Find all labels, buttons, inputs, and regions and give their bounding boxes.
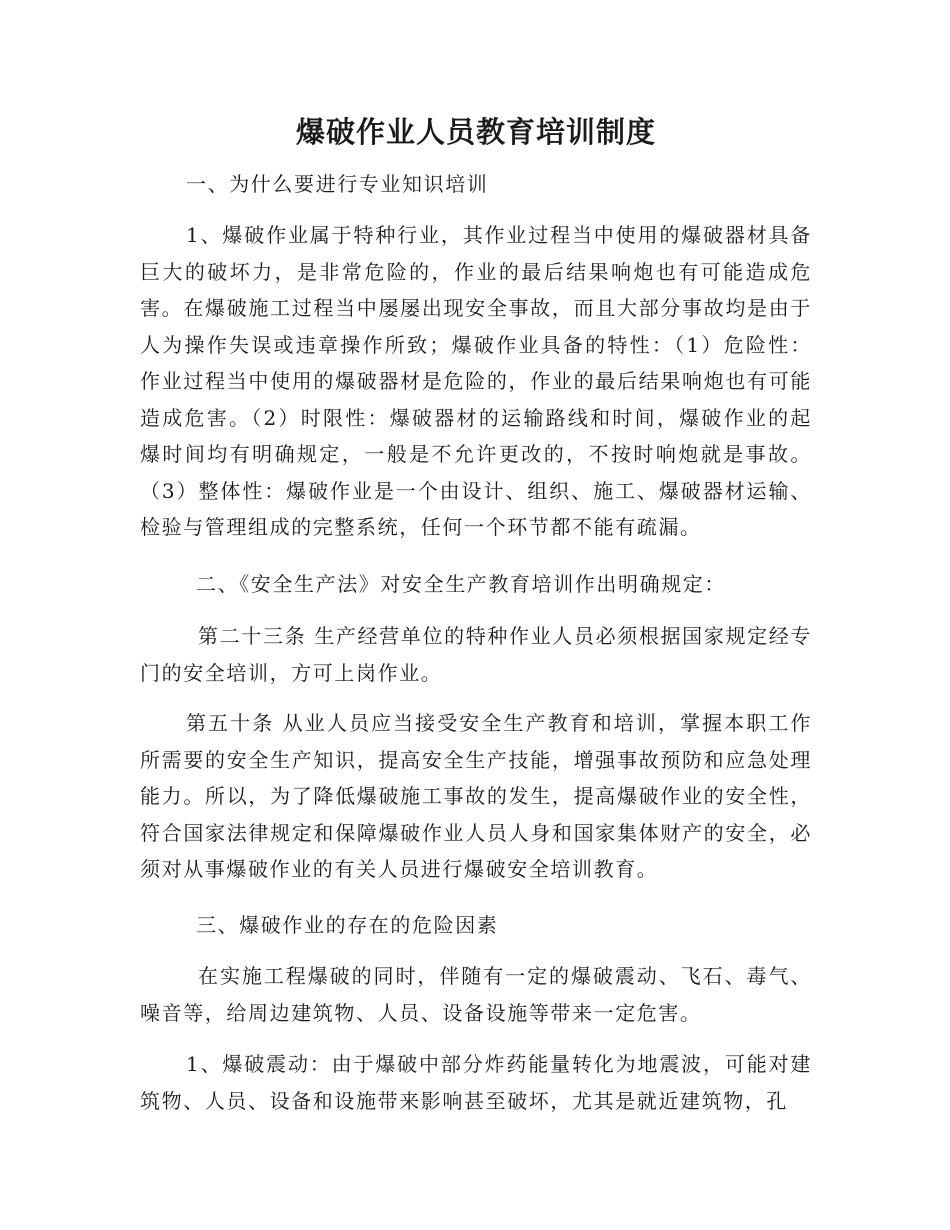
section-heading-1: 一、为什么要进行专业知识培训 <box>186 172 489 196</box>
section-heading-3: 三、爆破作业的存在的危险因素 <box>196 913 499 937</box>
paragraph-hazards-intro: 在实施工程爆破的同时，伴随有一定的爆破震动、飞石、毒气、噪音等，给周边建筑物、人员、设备设施等带来一定危害。 <box>140 964 812 1025</box>
paragraph-article-50: 第五十条 从业人员应当接受安全生产教育和培训，掌握本职工作所需要的安全生产知识，提高安全生产技能，增强事故预防和应急处理能力。所以，为了降低爆破施工事故的发生，提高爆破作业的安全性，符合国家法律规定和保障爆破作业人员人身和国家集体财产的安全，必须对从事爆破作业的有关人员进行爆破安全培训教育。 <box>140 711 812 881</box>
document-title: 爆破作业人员教育培训制度 <box>295 115 656 149</box>
paragraph-article-23: 第二十三条 生产经营单位的特种作业人员必须根据国家规定经专门的安全培训，方可上岗作业。 <box>140 624 812 685</box>
section-heading-2: 二、《安全生产法》对安全生产教育培训作出明确规定： <box>196 572 726 596</box>
paragraph-blasting-vibration: 1、爆破震动：由于爆破中部分炸药能量转化为地震波，可能对建筑物、人员、设备和设施带来影响甚至破坏，尤其是就近建筑物，孔 <box>140 1052 812 1113</box>
paragraph-blasting-characteristics: 1、爆破作业属于特种行业，其作业过程当中使用的爆破器材具备巨大的破坏力，是非常危险的，作业的最后结果响炮也有可能造成危害。在爆破施工过程当中屡屡出现安全事故，而且大部分事故均是由于人为操作失误或违章操作所致；爆破作业具备的特性：（1）危险性：作业过程当中使用的爆破器材是危险的，作业的最后结果响炮也有可能造成危害。（2）时限性：爆破器材的运输路线和时间，爆破作业的起爆时间均有明确规定，一般是不允许更改的，不按时响炮就是事故。（3）整体性：爆破作业是一个由设计、组织、施工、爆破器材运输、检验与管理组成的完整系统，任何一个环节都不能有疏漏。 <box>140 223 812 539</box>
